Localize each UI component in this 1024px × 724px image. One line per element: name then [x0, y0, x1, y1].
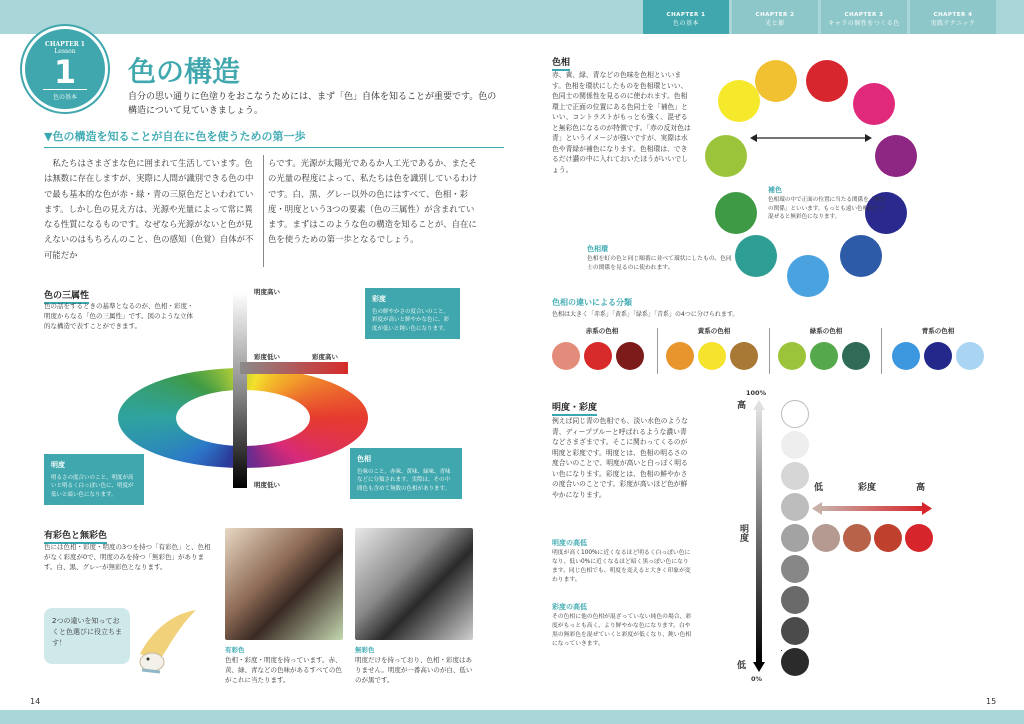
- wheel-swatch: [755, 60, 797, 102]
- label-sat-low: 彩度低い: [254, 353, 280, 361]
- label-brightness-axis: 明度: [738, 524, 748, 542]
- three-attr-heading: 色の三属性: [44, 288, 89, 304]
- chromatic-heading: 有彩色と無彩色: [44, 528, 107, 544]
- group-label: 緑系の色相: [809, 327, 843, 335]
- brightness-text: 例えば同じ青の色相でも、淡い水色のような青、ディープブルーと呼ばれるような濃い青などさまざまです。そこに関わってくるのが明度と彩度です。明度とは、色相の明るさの度合いのことで、明度が高いと白っぽく明るい色になります。彩度とは、色相の鮮やかさの度合いのことです。彩度が高いほど色が鮮やかになります。: [552, 417, 688, 499]
- tab-title: 色の基本: [672, 20, 699, 28]
- gray-swatch: [781, 462, 809, 490]
- sub-title: 彩度の高低: [552, 603, 587, 611]
- caption-title: 無彩色: [355, 646, 375, 654]
- page-title: 色の構造: [128, 55, 241, 88]
- intro-col-1: 私たちはさまざまな色に囲まれて生活しています。色は無数に存在しますが、実際に人間が識別できる色の中で最も基本的な色が赤・緑・青の三原色だといわれています。しかし色の見え方は、光源や光量によって常に異なる性質になるものです。なぜなら光源がないと色が見えないのはもちろんのこと、色の感知（色覚）自体が不可能だか: [44, 158, 254, 260]
- caption-chromatic: [225, 645, 343, 685]
- wheel-swatch: [718, 80, 760, 122]
- gray-swatch: [781, 400, 809, 428]
- saturation-arrow: [812, 500, 932, 514]
- tab-title: キャラの個性をつくる色: [828, 20, 900, 28]
- wheel-swatch: [760, 68, 761, 69]
- complement-arrow: [750, 128, 872, 138]
- brightness-axis: [233, 292, 247, 488]
- box-text: 明るさの度合いのこと。明度が高いと明るく白っぽい色に、明度が低いと暗い色になります。: [51, 474, 134, 498]
- tab-num: CHAPTER 3: [844, 12, 884, 18]
- gray-swatch: [781, 431, 809, 459]
- wheel-swatch: [715, 192, 757, 234]
- hue-text: 赤、黄、緑、青などの色味を色相といいます。色相を環状にしたものを色相環といい、色同士の関係性を見るのに使われます。色相環上で正面の位置にある色同士を「補色」といい、コントラストがもっとも強く、混ぜると無彩色になるのが特徴です。「赤の反対色は青」というイメージが強いですが、実際は水色や青緑が補色になります。色相環は、できるだけ讃の中に入れておいたほうがいいでしょう。: [552, 71, 691, 174]
- lesson-badge: [22, 26, 108, 112]
- section-heading: ▼色の構造を知ることが自在に色を使うための第一歩: [44, 128, 504, 148]
- sat-swatch: [843, 524, 871, 552]
- page-number-right: 15: [986, 697, 997, 706]
- chromatic-illustration: [225, 528, 343, 640]
- hue-class-heading: 色相の違いによる分類: [552, 298, 632, 307]
- caption-title: 有彩色: [225, 646, 245, 654]
- wheel-swatch: [705, 135, 747, 177]
- group-swatch: [616, 342, 644, 370]
- chromatic-text: 色には色相・彩度・明度の3つを持つ「有彩色」と、色相がなく彩度が0で、明度のみを持つ「無彩色」があります。白、黒、グレーが無彩色となります。: [44, 543, 211, 572]
- group-swatch: [810, 342, 838, 370]
- tab-chapter-1[interactable]: [643, 0, 729, 34]
- group-swatch: [730, 342, 758, 370]
- group-swatch: [924, 342, 952, 370]
- gray-scale: [780, 400, 810, 678]
- complement-note: [768, 185, 888, 222]
- badge-number: 1: [53, 53, 77, 91]
- note-text: 色相を虹の色と同じ順番に並べて環状にしたもの。色同士の関係を見るのに使われます。: [587, 255, 732, 271]
- box-brightness: [44, 454, 144, 505]
- group-label: 青系の色相: [921, 327, 955, 335]
- bottom-bar: [0, 710, 1024, 724]
- sat-swatch: [905, 524, 933, 552]
- tab-num: CHAPTER 1: [666, 12, 706, 18]
- group-swatch: [956, 342, 984, 370]
- sub-title: 明度の高低: [552, 539, 587, 547]
- group-swatch: [778, 342, 806, 370]
- brightness-heading: 明度・彩度: [552, 400, 597, 416]
- group-swatch: [552, 342, 580, 370]
- three-attr-text: 色の話をするときの基準となるのが、色相・彩度・明度からなる「色の三属性」です。図のような立体的な構造で表すことができます。: [44, 302, 194, 331]
- achromatic-illustration: [355, 528, 473, 640]
- wheel-swatch: [875, 135, 917, 177]
- sub-text: 明度が高く100%に近くなるほど明るく白っぽい色になり、低い0%に近くなるほど暗く黒っぽい色になります。同じ色相でも、明度を変えると大きく印象が変わります。: [552, 549, 691, 583]
- group-divider: [657, 328, 658, 374]
- pct-low: 0%: [751, 675, 763, 683]
- box-text: 色味のこと。赤味、黄味、緑味、青味などに分類されます。実際は、その中間色も含めて無数の色相があります。: [357, 468, 451, 492]
- wheel-swatch: [787, 255, 829, 297]
- pct-high: 100%: [746, 389, 767, 397]
- tab-title: 実践テクニック: [930, 20, 976, 28]
- lead-text: 自分の思い通りに色塗りをおこなうためには、まず「色」自体を知ることが重要です。色の構造について見ていきましょう。: [128, 92, 497, 117]
- bird-illustration: [130, 604, 202, 676]
- tab-num: CHAPTER 2: [755, 12, 795, 18]
- bright-sub-1: [552, 538, 692, 585]
- gray-swatch: [781, 586, 809, 614]
- wheel-swatch: [806, 60, 848, 102]
- gray-swatch: [781, 650, 782, 651]
- box-title: 明度: [51, 461, 65, 469]
- sat-high-label: 高: [916, 483, 926, 493]
- wheel-swatch: [735, 235, 777, 277]
- group-swatch: [892, 342, 920, 370]
- brightness-arrow: [752, 400, 766, 672]
- caption-text: 明度だけを持っており、色相・彩度はありません。明度が一番高いのが白、低いのが黒です。: [355, 656, 473, 685]
- group-label: 黄系の色相: [697, 327, 731, 335]
- gray-swatch: [781, 617, 809, 645]
- hue-class-text: 色相は大きく「赤系」「黄系」「緑系」「青系」の4つに分けられます。: [552, 311, 739, 318]
- wheel-swatch: [840, 235, 882, 277]
- gray-swatch: [781, 493, 809, 521]
- tab-chapter-4[interactable]: [910, 0, 996, 34]
- box-text: 色の鮮やかさの度合いのこと。彩度が高いと鮮やかな色に、彩度が低いと鈍い色になります。: [372, 308, 450, 332]
- page-number-left: 14: [30, 697, 41, 706]
- label-bright-high: 明度高い: [254, 288, 280, 296]
- box-hue: [350, 448, 462, 499]
- sat-swatch: [812, 524, 840, 552]
- group-divider: [881, 328, 882, 374]
- label-bright-low: 明度低い: [254, 481, 280, 489]
- caption-text: 色相・彩度・明度を持っています。赤、黄、緑、青などの色味があるすべての色がこれに当たります。: [225, 656, 342, 685]
- note-title: 補色: [768, 186, 782, 194]
- intro-col-2: らです。光源が太陽光であるか人工光であるか、またその光量の程度によって、私たちは色を識別しているわけです。白、黒、グレー以外の色にはすべて、色相・彩度・明度という3つの要素（色の三属性）が含まれています。まずはこのような色の構造を知ることが、自在に色を使うための第一歩となるでしょう。: [268, 158, 478, 245]
- label-sat-high: 彩度高い: [312, 353, 338, 361]
- box-title: 彩度: [372, 295, 386, 303]
- sub-text: その色相に他の色相が混ざっていない純色の場合、彩度がもっとも高く、より鮮やかな色になります。白や黒の無彩色を混ぜていくと彩度が低くなり、鈍い色相になっていきます。: [552, 613, 692, 647]
- gray-swatch: [781, 555, 809, 583]
- gray-swatch: [781, 648, 809, 676]
- tab-title: 光と影: [765, 20, 785, 28]
- sat-low-label: 低: [814, 483, 824, 493]
- label-high: 高: [737, 401, 747, 411]
- group-divider: [769, 328, 770, 374]
- note-text: 色相環の中で正面の位置に当たる関係を「補色の関係」といいます。もっとも遠い色相同士で混ぜると無彩色になります。: [768, 196, 886, 221]
- note-title: 色相環: [587, 245, 608, 253]
- tab-chapter-3[interactable]: [821, 0, 907, 34]
- tab-chapter-2[interactable]: [732, 0, 818, 34]
- caption-achromatic: [355, 645, 473, 685]
- hue-groups: [548, 322, 988, 382]
- column-divider: [263, 155, 264, 267]
- badge-chapter: CHAPTER 1: [45, 41, 85, 48]
- badge-lesson: Lesson: [54, 48, 76, 55]
- badge-label: 色の基本: [43, 89, 87, 101]
- wheel-note: [587, 244, 737, 273]
- hue-heading: 色相: [552, 55, 570, 71]
- gray-swatch: [781, 524, 809, 552]
- sat-label: 彩度: [858, 483, 877, 493]
- box-title: 色相: [357, 455, 371, 463]
- tab-num: CHAPTER 4: [933, 12, 973, 18]
- group-swatch: [842, 342, 870, 370]
- group-swatch: [584, 342, 612, 370]
- label-low: 低: [737, 661, 747, 671]
- wheel-swatch: [853, 83, 895, 125]
- speech-bubble: 2つの違いを知っておくと色選びに役立ちます！: [44, 608, 130, 664]
- group-swatch: [666, 342, 694, 370]
- box-saturation: [365, 288, 460, 339]
- sat-swatch: [874, 524, 902, 552]
- group-label: 赤系の色相: [585, 327, 619, 335]
- group-swatch: [698, 342, 726, 370]
- bright-sub-2: [552, 602, 692, 649]
- saturation-axis: [240, 362, 348, 374]
